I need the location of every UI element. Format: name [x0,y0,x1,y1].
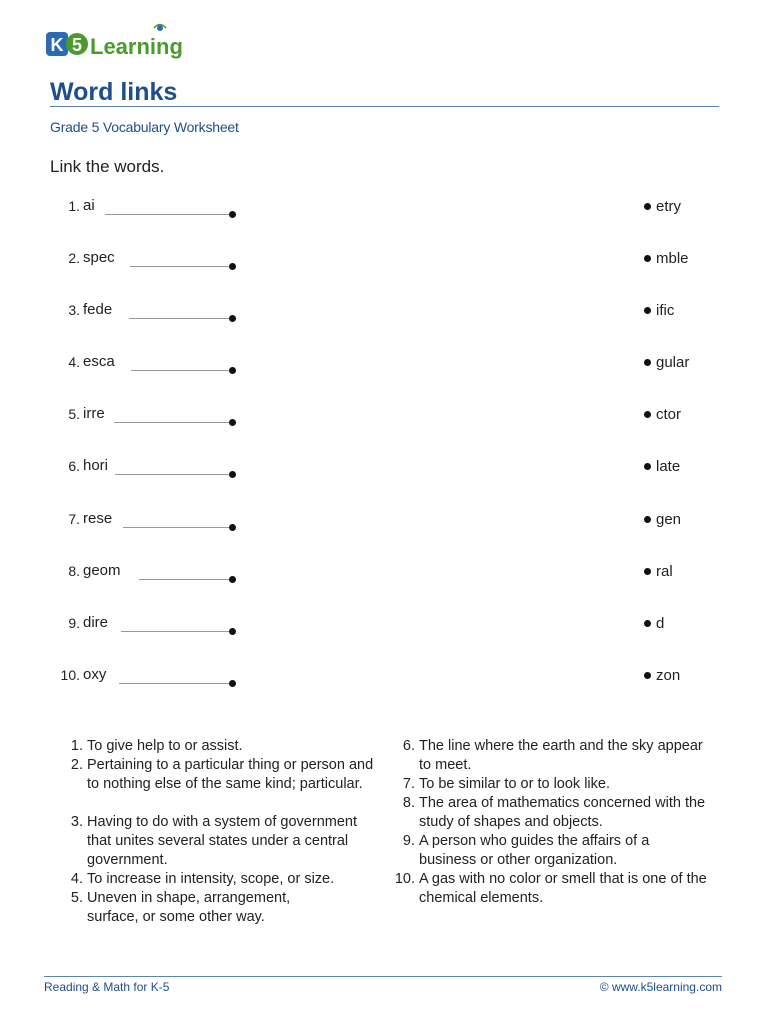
right-link-dot[interactable] [644,672,651,679]
definition-text: To be similar to or to look like. [419,776,610,792]
left-word-fragment: oxy [83,666,107,683]
left-item-number: 5. [68,406,80,422]
page-title: Word links [50,78,178,106]
definition-item [394,870,719,908]
left-word-fragment: geom [83,562,121,579]
right-link-dot[interactable] [644,620,651,627]
definition-number: 6. [402,738,415,754]
logo-text: Learning [90,34,183,59]
answer-line[interactable] [129,318,229,319]
answer-line[interactable] [130,266,229,267]
left-link-dot[interactable] [229,315,236,322]
right-word-fragment: zon [656,667,681,684]
left-item-number: 3. [68,302,80,318]
answer-line[interactable] [105,214,229,215]
left-link-dot[interactable] [229,576,236,583]
definition-text: Having to do with a system of government that unites several states under a central government. [87,814,357,868]
logo-k: K [50,35,64,55]
answer-line[interactable] [119,683,229,684]
right-word-fragment: gular [656,354,690,371]
left-item-number: 10. [60,667,80,683]
right-link-dot[interactable] [644,568,651,575]
definition-item [70,737,387,756]
left-link-dot[interactable] [229,367,236,374]
left-link-dot[interactable] [229,680,236,687]
left-item-number: 9. [68,615,80,631]
definition-number: 9. [402,833,415,849]
footer-website: © www.k5learning.com [599,980,722,994]
definition-item [402,794,709,832]
definition-number: 4. [70,871,83,887]
definition-text: Pertaining to a particular thing or person and to nothing else of the same kind; particular. [87,757,374,792]
left-link-dot[interactable] [229,419,236,426]
right-word-fragment: d [656,615,665,632]
right-link-dot[interactable] [644,359,651,366]
right-word-fragment: ral [656,563,673,580]
left-link-dot[interactable] [229,263,236,270]
answer-line[interactable] [139,579,229,580]
left-link-dot[interactable] [229,471,236,478]
left-word-fragment: irre [83,405,105,422]
left-item-number: 6. [68,458,80,474]
right-link-dot[interactable] [644,307,651,314]
right-word-fragment: late [656,458,681,475]
left-item-number: 8. [68,563,80,579]
definition-number: 3. [70,814,83,830]
left-word-fragment: rese [83,510,113,527]
definition-text: To give help to or assist. [87,738,243,754]
page-subtitle: Grade 5 Vocabulary Worksheet [50,119,239,135]
right-word-fragment: etry [656,198,682,215]
right-link-dot[interactable] [644,463,651,470]
left-word-fragment: fede [83,301,113,318]
right-link-dot[interactable] [644,411,651,418]
left-word-fragment: spec [83,249,115,266]
definition-number: 2. [70,757,83,773]
definition-item [402,737,709,775]
right-link-dot[interactable] [644,516,651,523]
left-word-fragment: dire [83,614,109,631]
left-link-dot[interactable] [229,524,236,531]
definition-text: A person who guides the affairs of a business or other organization. [419,833,650,868]
definition-number: 7. [402,776,415,792]
definition-text: The line where the earth and the sky appear to meet. [419,738,703,773]
definition-item [70,889,337,927]
definition-number: 1. [70,738,83,754]
k5-learning-logo [44,20,204,66]
left-item-number: 1. [68,198,80,214]
answer-line[interactable] [121,631,229,632]
answer-line[interactable] [131,370,229,371]
right-link-dot[interactable] [644,255,651,262]
left-link-dot[interactable] [229,628,236,635]
right-word-fragment: ific [656,302,675,319]
answer-line[interactable] [114,422,229,423]
right-word-fragment: mble [656,250,689,267]
definition-number: 10. [394,871,415,887]
instruction-text: Link the words. [50,157,165,176]
logo-graphic [44,20,204,66]
definition-number: 8. [402,795,415,811]
answer-line[interactable] [115,474,229,475]
footer-divider [44,976,722,977]
definition-text: A gas with no color or smell that is one of the chemical elements. [419,871,707,906]
logo-5: 5 [71,35,83,55]
right-word-fragment: ctor [656,406,682,423]
left-item-number: 4. [68,354,80,370]
left-item-number: 2. [68,250,80,266]
definition-item [70,756,387,794]
definition-text: Uneven in shape, arrangement, surface, or some other way. [87,890,291,925]
answer-line[interactable] [123,527,229,528]
footer-tagline: Reading & Math for K-5 [44,980,170,994]
definition-item [402,832,699,870]
right-link-dot[interactable] [644,203,651,210]
left-link-dot[interactable] [229,211,236,218]
left-word-fragment: hori [83,457,109,474]
left-word-fragment: esca [83,353,115,370]
definition-item [70,813,377,870]
right-word-fragment: gen [656,511,682,528]
definition-number: 5. [70,890,83,906]
left-word-fragment: ai [83,197,95,214]
title-divider [50,106,719,107]
definition-item [402,775,719,794]
left-item-number: 7. [68,511,80,527]
definition-text: The area of mathematics concerned with the study of shapes and objects. [419,795,706,830]
definition-item [70,870,387,889]
definition-text: To increase in intensity, scope, or size. [87,871,335,887]
